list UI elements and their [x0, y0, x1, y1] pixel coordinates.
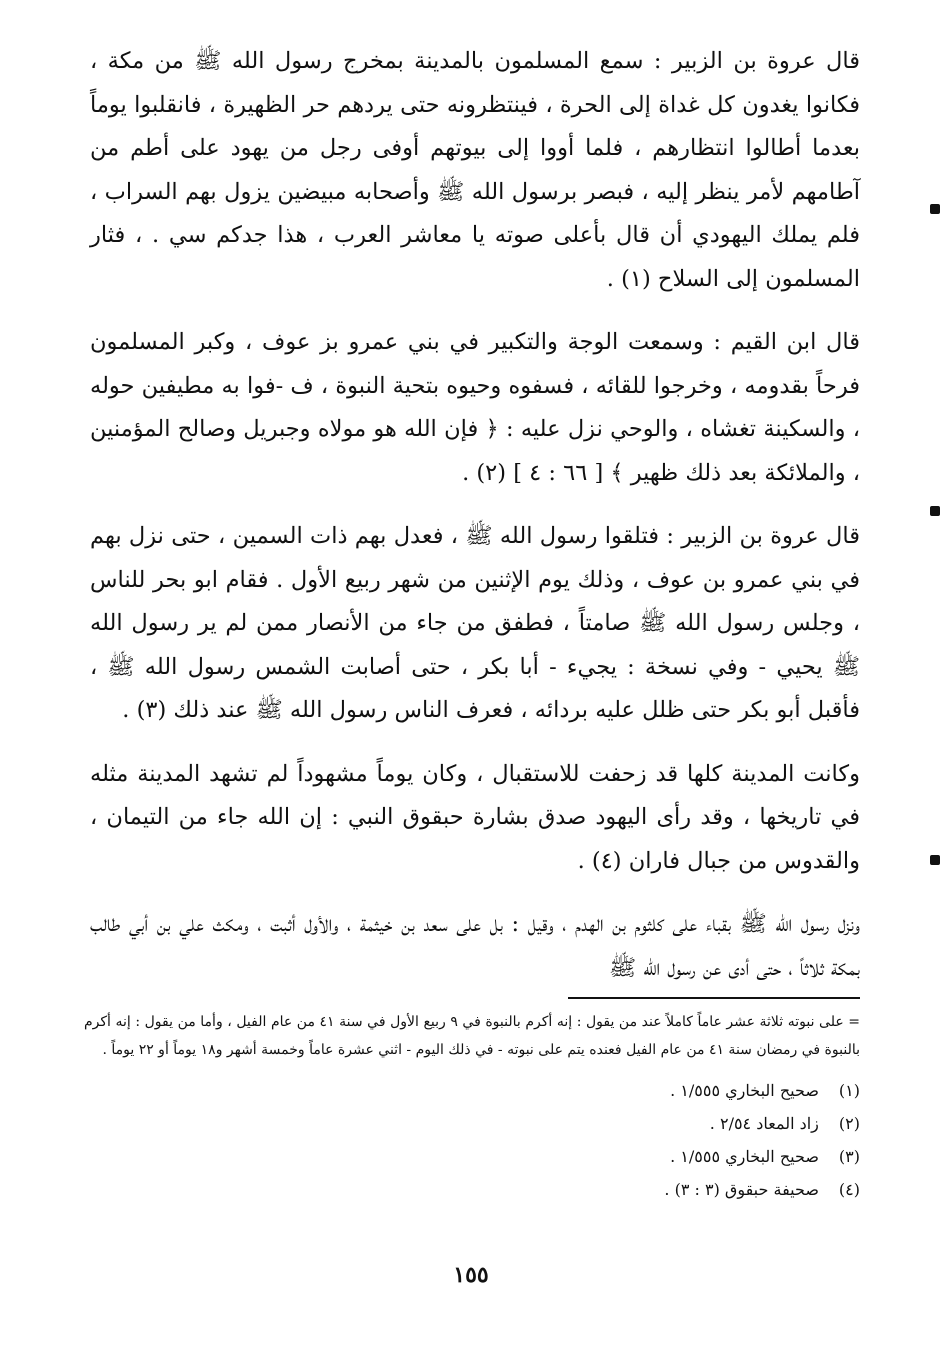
footnote-continuation: = على نبوته ثلاثة عشر عاماً كاملاً عند من يقول : إنه أكرم بالنبوة في ٩ ربيع الأول في سنة ٤١ من عام الفيل ، وأما من يقول : إنه أكرم بالنبوة في رمضان سنة ٤١ من عام الفيل فعنده يتم على نبوته - في ذلك اليوم - اثني عشرة عاماً وخمسة أشهر و١٨ يوماً أو ٢٢ يوماً .	[84, 1014, 861, 1058]
footnotes-section	[84, 1008, 860, 1206]
footnote-divider	[568, 997, 860, 999]
paragraph-urwa-second: قال عروة بن الزبير : فتلقوا رسول الله ﷺ ، فعدل بهم ذات السمين ، حتى نزل بهم في بني عمرو بن عوف ، وذلك يوم الإثنين من شهر ربيع الأول . فقام ابو بحر للناس ، وجلس رسول الله ﷺ صامتاً ، فطفق من جاء من الأنصار ممن لم ير رسول الله ﷺ يحيي - وفي نسخة : يجيء - أبا بكر ، حتى أصابت الشمس رسول الله ﷺ ، فأقبل أبو بكر حتى ظلل عليه بردائه ، فعرف الناس رسول الله ﷺ عند ذلك (٣) .	[90, 523, 860, 723]
paragraph-urwa-first: قال عروة بن الزبير : سمع المسلمون بالمدينة بمخرج رسول الله ﷺ من مكة ، فكانوا يغدون كل غداة إلى الحرة ، فينتظرونه حتى يردهم حر الظهيرة ، فانقلبوا يوماً بعدما أطالوا انتظارهم ، فلما أووا إلى بيوتهم أوفى رجل من يهود على أطم من آطامهم لأمر ينظر إليه ، فبصر برسول الله ﷺ وأصحابه مبيضين يزول بهم السراب ، فلم يملك اليهودي أن قال بأعلى صوته يا معاشر العرب ، هذا جدكم سي . ، فثار المسلمون إلى السلاح (١) .	[90, 48, 860, 292]
paragraph-ibn-qayyim: قال ابن القيم : وسمعت الوجة والتكبير في بني عمرو بز عوف ، وكبر المسلمون فرحاً بقدومه ، وخرجوا للقائه ، فسفوه وحيوه بتحية النبوة ، ف -فوا به مطيفين حوله ، والسكينة تغشاه ، والوحي نزل عليه : ﴿ فإن الله هو مولاه وجبريل وصالح المؤمنين ، والملائكة بعد ذلك ظهير ﴾ [ ٦٦ : ٤ ] (٢) .	[90, 329, 860, 486]
footnote-item	[84, 1140, 860, 1173]
margin-scan-mark	[930, 855, 940, 865]
footnote-text: صحيح البخاري ١/٥٥٥ .	[670, 1081, 819, 1100]
footnote-number: (٢)	[838, 1114, 860, 1133]
footnote-text: صحيفة حبقوق (٣ : ٣) .	[664, 1180, 819, 1199]
footnote-text: زاد المعاد ٢/٥٤ .	[709, 1114, 819, 1133]
paragraph-quba-arrival: ونزل رسول الله ﷺ بقباء على كلثوم بن الهدم ، وقيل : بل على سعد بن خيثمة ، والأول أثبت ، ومكث علي بن أبي طالب بمكة ثلاثاً ، حتى أدى عن رسول الله ﷺ	[90, 911, 860, 981]
footnote-text: صحيح البخاري ١/٥٥٥ .	[670, 1147, 819, 1166]
margin-scan-mark	[930, 506, 940, 516]
footnote-item	[84, 1173, 860, 1206]
footnote-number: (٣)	[838, 1147, 860, 1166]
paragraph-madina-reception: وكانت المدينة كلها قد زحفت للاستقبال ، وكان يوماً مشهوداً لم تشهد المدينة مثله في تاريخها ، وقد رأى اليهود صدق بشارة حبقوق النبي : إن الله جاء من التيمان ، والقدوس من جبال فاران (٤) .	[90, 760, 860, 874]
footnote-number: (٤)	[838, 1180, 860, 1199]
page-number: ١٥٥	[453, 1262, 489, 1288]
footnote-number: (١)	[838, 1081, 860, 1100]
footnote-item	[84, 1074, 860, 1107]
main-text	[90, 40, 860, 1010]
footnote-item	[84, 1107, 860, 1140]
margin-scan-mark	[930, 204, 940, 214]
